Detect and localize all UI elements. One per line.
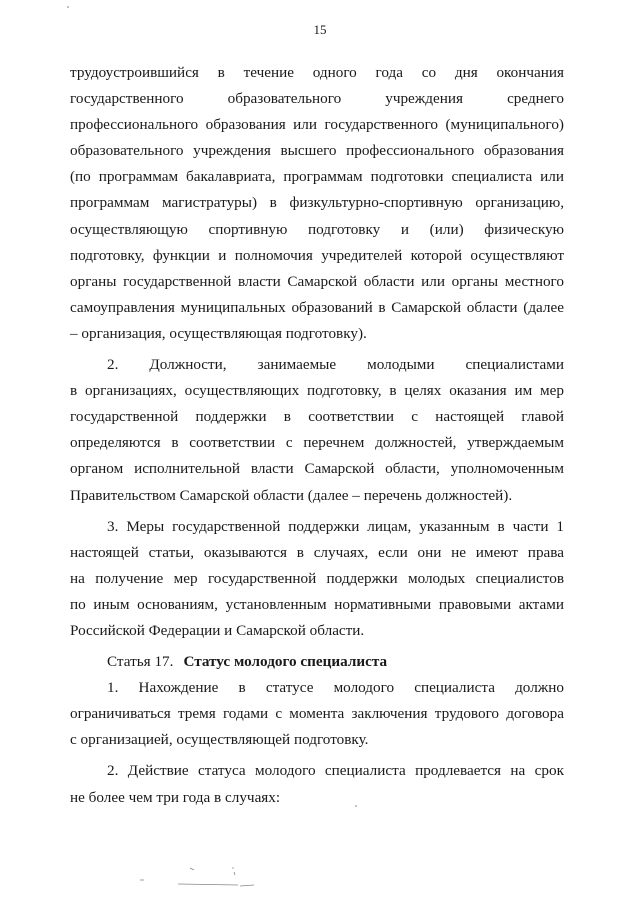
text-line: самоуправления муниципальных образований в Самарской области (далее bbox=[70, 298, 564, 316]
text-line: подготовку, функции и полномочия учредителей которой осуществляют bbox=[70, 246, 564, 264]
text-line: с организацией, осуществляющей подготовку. bbox=[70, 731, 369, 749]
article-label: Статья 17. bbox=[107, 653, 174, 671]
document-body bbox=[70, 60, 564, 811]
text-line: образовательного учреждения высшего профессионального образования bbox=[70, 142, 564, 160]
paragraph-item-2 bbox=[70, 352, 564, 509]
text-line: настоящей статьи, оказываются в случаях, если они не имеют права bbox=[70, 543, 564, 561]
text-line: 1. Нахождение в статусе молодого специалиста должно bbox=[107, 679, 564, 697]
text-line: профессионального образования или государственного (муниципального) bbox=[70, 116, 564, 134]
text-line: определяются в соответствии с перечнем должностей, утверждаемым bbox=[70, 434, 564, 452]
text-line: 2. Действие статуса молодого специалиста продлевается на срок bbox=[107, 762, 564, 780]
paragraph-article-17-item-2 bbox=[70, 758, 564, 810]
text-line: на получение мер государственной поддержки молодых специалистов bbox=[70, 569, 564, 587]
text-line: программам магистратуры) в физкультурно-спортивную организацию, bbox=[70, 194, 564, 212]
paragraph-continuation bbox=[70, 60, 564, 347]
text-line: Российской Федерации и Самарской области. bbox=[70, 621, 365, 639]
text-line: – организация, осуществляющая подготовку). bbox=[70, 324, 367, 342]
text-line: государственной поддержки в соответствии с настоящей главой bbox=[70, 408, 564, 426]
text-line: 2. Должности, занимаемые молодыми специалистами bbox=[107, 356, 564, 374]
text-line: не более чем три года в случаях: bbox=[70, 788, 281, 806]
text-line: осуществляющую спортивную подготовку и (или) физическую bbox=[70, 220, 564, 238]
text-line: Правительством Самарской области (далее – перечень должностей). bbox=[70, 486, 513, 504]
text-line: (по программам бакалавриата, программам подготовки специалиста или bbox=[70, 168, 564, 186]
text-line: ограничиваться тремя годами с момента заключения трудового договора bbox=[70, 705, 564, 723]
text-line: органом исполнительной власти Самарской области, уполномоченным bbox=[70, 460, 564, 478]
article-heading bbox=[70, 649, 564, 675]
paragraph-item-3 bbox=[70, 514, 564, 644]
page-number: 15 bbox=[313, 22, 327, 37]
text-line: в организациях, осуществляющих подготовку, в целях оказания им мер bbox=[70, 382, 564, 400]
text-line: трудоустроившийся в течение одного года со дня окончания bbox=[70, 64, 564, 81]
article-title: Статус молодого специалиста bbox=[183, 653, 388, 671]
text-line: 3. Меры государственной поддержки лицам, указанным в части 1 bbox=[107, 517, 564, 535]
text-line: по иным основаниям, установленным нормативными правовыми актами bbox=[70, 595, 564, 613]
text-line: органы государственной власти Самарской области или органы местного bbox=[70, 272, 564, 290]
text-line: государственного образовательного учреждения среднего bbox=[70, 90, 564, 108]
paragraph-article-17-item-1 bbox=[70, 675, 564, 753]
